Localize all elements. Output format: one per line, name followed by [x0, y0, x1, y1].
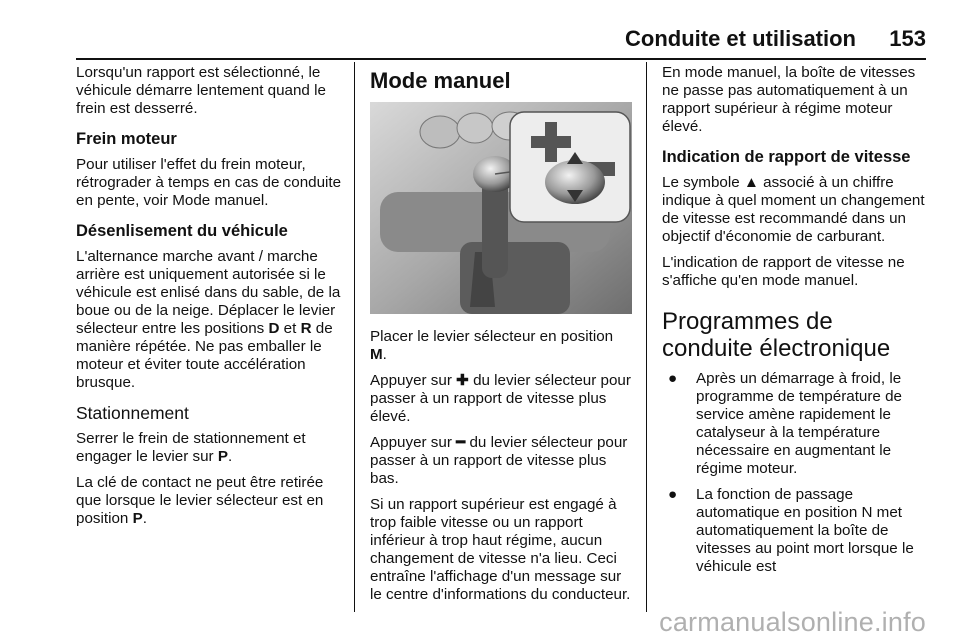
gear-selector-photo	[370, 102, 632, 314]
mode-manuel-note: En mode manuel, la boîte de vitesses ne passe pas automatiquement à un rapport supérieur à régime moteur élevé.	[662, 64, 916, 135]
desenlisement-heading: Désenlisement du véhicule	[76, 222, 288, 240]
list-item: ● La fonction de passage automatique en position N met automatiquement la boîte de vitesses au point mort lorsque le véhicule est	[662, 486, 928, 576]
mode-manuel-heading: Mode manuel	[370, 68, 511, 93]
column-3	[662, 64, 928, 584]
column-2	[370, 64, 632, 612]
desenlisement-text: L'alternance marche avant / marche arrière est uniquement autorisée si le véhicule est enlisé dans du sable, de la boue ou de la neige. Déplacer le levier sélecteur entre les positions D et R de manière répétée. Ne pas emballer le moteur et éviter toute accélération brusque.	[76, 248, 341, 391]
indication-text-2: L'indication de rapport de vitesse ne s'affiche qu'en mode manuel.	[662, 254, 905, 289]
list-item: ● Après un démarrage à froid, le programme de température de service amène rapidement le catalyseur à la température nécessaire en augmentant le régime moteur.	[662, 370, 928, 478]
stationnement-text-1: Serrer le frein de stationnement et engager le levier sur P.	[76, 430, 306, 465]
intro-paragraph: Lorsqu'un rapport est sélectionné, le véhicule démarre lentement quand le frein est desserré.	[76, 64, 326, 117]
page-header-title: Conduite et utilisation	[625, 26, 856, 51]
p-shift-refused: Si un rapport supérieur est engagé à trop faible vitesse ou un rapport inférieur à trop haut régime, aucun changement de vitesse n'a lieu. Ceci entraîne l'affichage d'un message sur le centre d'informations du conducteur.	[370, 496, 631, 603]
minus-icon: ━	[456, 434, 466, 451]
bullet-icon: ●	[668, 486, 678, 503]
frein-moteur-text: Pour utiliser l'effet du frein moteur, rétrograder à temps en cas de conduite en pente, voir Mode manuel.	[76, 156, 342, 209]
indication-heading: Indication de rapport de vitesse	[662, 148, 911, 166]
stationnement-text-2: La clé de contact ne peut être retirée que lorsque le levier sélecteur est en position P.	[76, 474, 324, 527]
page-number: 153	[889, 26, 926, 51]
bullet-icon: ●	[668, 370, 678, 387]
column-separator-2	[646, 62, 647, 612]
plus-icon: ✚	[456, 372, 469, 389]
column-1	[76, 64, 346, 536]
watermark: carmanualsonline.info	[659, 607, 926, 637]
p-position-m: Placer le levier sélecteur en position M.	[370, 328, 614, 363]
p-plus: Appuyer sur ✚ du levier sélecteur pour passer à un rapport de vitesse plus élevé.	[370, 372, 631, 425]
column-separator-1	[354, 62, 355, 612]
frein-moteur-heading: Frein moteur	[76, 130, 177, 148]
indication-text: Le symbole ▲ associé à un chiffre indique à quel moment un changement de vitesse est recommandé dans un objectif d'économie de carburant.	[662, 174, 925, 245]
stationnement-heading: Stationnement	[76, 403, 189, 423]
header-rule	[76, 58, 926, 60]
p-minus: Appuyer sur ━ du levier sélecteur pour passer à un rapport de vitesse plus bas.	[370, 434, 628, 487]
programmes-heading: Programmes de conduite électronique	[662, 308, 891, 362]
